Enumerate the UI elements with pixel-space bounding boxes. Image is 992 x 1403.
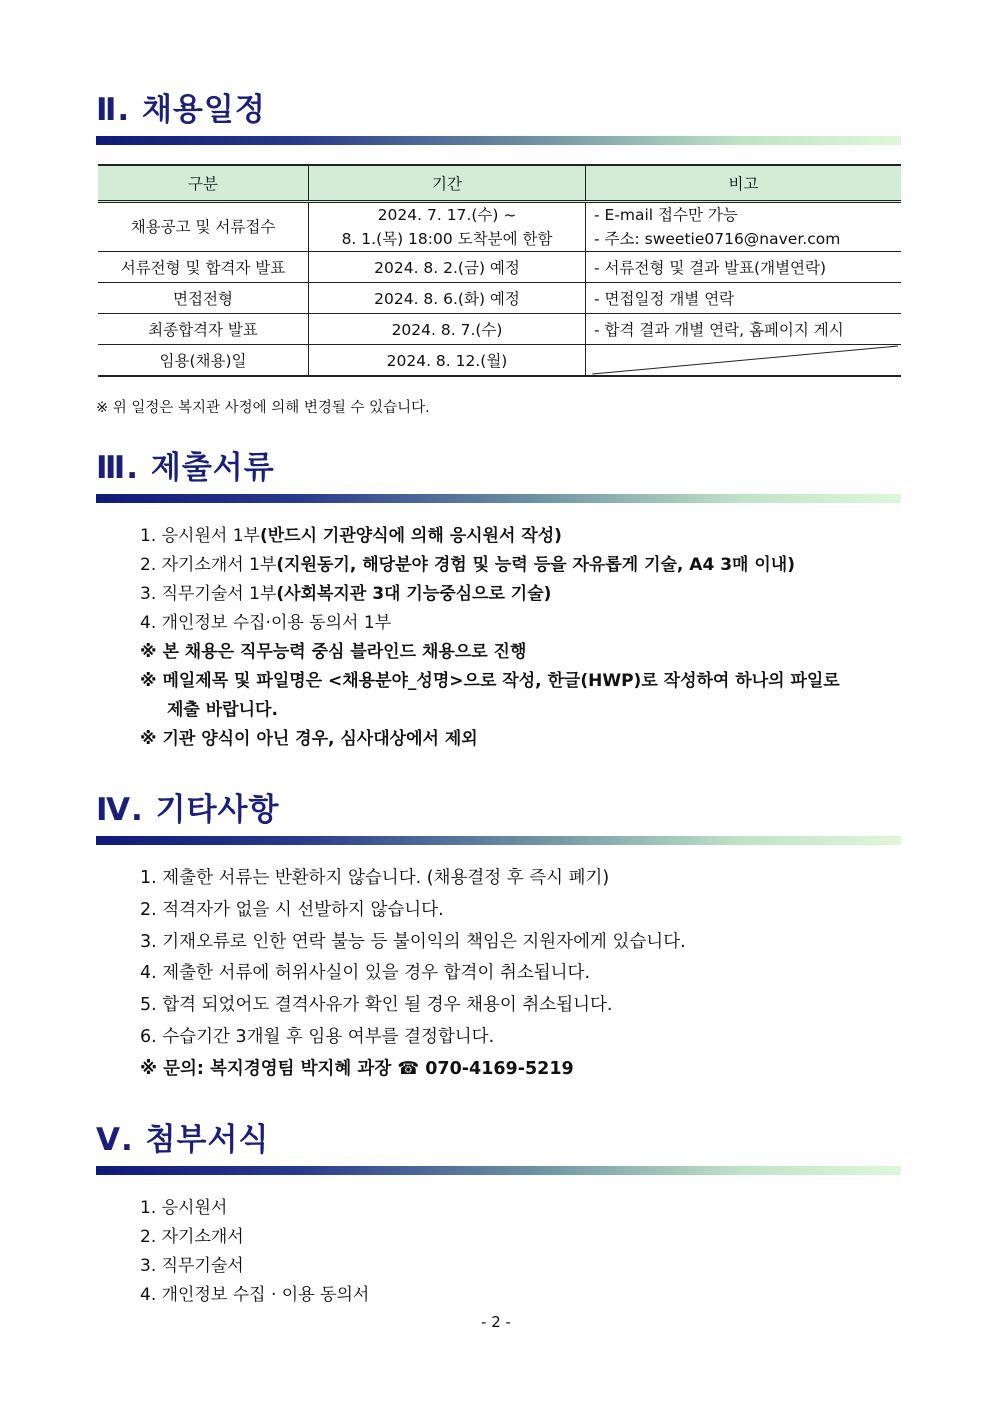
- empty-diagonal-cell: [586, 345, 902, 377]
- list-item: 4. 제출한 서류에 허위사실이 있을 경우 합격이 취소됩니다.: [140, 963, 591, 984]
- section-attachments: [96, 1120, 901, 1175]
- table-row: [98, 202, 901, 252]
- table-header-row: [98, 165, 901, 202]
- table-cell-note: - 면접일정 개별 연락: [586, 283, 902, 314]
- note-line: - 주소: sweetie0716@naver.com: [594, 230, 841, 248]
- section-title-other: Ⅳ. 기타사항: [96, 792, 280, 828]
- section-divider-bar: [96, 494, 901, 503]
- list-item: [140, 580, 900, 609]
- table-cell-note: - 서류전형 및 결과 발표(개별연락): [586, 252, 902, 283]
- section-title-attachments: Ⅴ. 첨부서식: [96, 1122, 270, 1158]
- other-list: [140, 863, 900, 1086]
- list-item: 3. 직무기술서: [140, 1256, 244, 1276]
- notice-item-continuation: 제출 바랍니다.: [167, 700, 278, 720]
- table-row: [98, 345, 901, 377]
- table-cell-period: 2024. 8. 6.(화) 예정: [309, 283, 586, 314]
- attachments-list: [140, 1194, 900, 1310]
- table-cell-category: 서류전형 및 합격자 발표: [98, 252, 309, 283]
- list-item: 3. 기재오류로 인한 연락 불능 등 불이익의 책임은 지원자에게 있습니다.: [140, 931, 686, 952]
- table-header: 기간: [309, 165, 586, 202]
- table-cell-period: 2024. 8. 12.(월): [309, 345, 586, 377]
- table-header: 구분: [98, 165, 309, 202]
- documents-list: [140, 522, 900, 754]
- item-bold-text: (사회복지관 3대 기능중심으로 기술): [276, 584, 552, 604]
- list-item: [140, 551, 900, 580]
- table-cell-note: - 합격 결과 개별 연락, 홈페이지 게시: [586, 314, 902, 345]
- item-bold-text: (지원동기, 해당분야 경험 및 능력 등을 자유롭게 기술, A4 3매 이내): [276, 555, 795, 575]
- section-schedule: [96, 90, 901, 145]
- list-item: 6. 수습기간 3개월 후 임용 여부를 결정합니다.: [140, 1026, 495, 1047]
- table-cell-category: 최종합격자 발표: [98, 314, 309, 345]
- period-line: 8. 1.(목) 18:00 도착분에 한함: [341, 230, 553, 248]
- section-title-documents: Ⅲ. 제출서류: [96, 450, 275, 486]
- item-bold-text: (반드시 기관양식에 의해 응시원서 작성): [259, 526, 562, 546]
- schedule-table: [98, 164, 901, 377]
- section-divider-bar: [96, 136, 901, 145]
- item-text: 1. 응시원서 1부: [140, 526, 260, 546]
- section-title-schedule: Ⅱ. 채용일정: [96, 92, 266, 128]
- list-item: 5. 합격 되었어도 결격사유가 확인 될 경우 채용이 취소됩니다.: [140, 995, 613, 1016]
- list-item: 2. 자기소개서: [140, 1227, 244, 1247]
- item-text: 4. 개인정보 수집·이용 동의서 1부: [140, 613, 392, 633]
- table-cell-category: 채용공고 및 서류접수: [98, 202, 309, 252]
- table-row: [98, 283, 901, 314]
- page-number: - 2 -: [481, 1313, 511, 1331]
- item-text: 2. 자기소개서 1부: [140, 555, 277, 575]
- table-cell-category: 임용(채용)일: [98, 345, 309, 377]
- period-line: 2024. 7. 17.(수) ~: [377, 206, 517, 224]
- table-cell-period: 2024. 8. 2.(금) 예정: [309, 252, 586, 283]
- section-documents: [96, 448, 901, 503]
- list-item: [140, 609, 900, 638]
- list-item: 4. 개인정보 수집 · 이용 동의서: [140, 1285, 370, 1305]
- diagonal-line: [586, 345, 901, 375]
- table-row: [98, 252, 901, 283]
- notice-item: ※ 메일제목 및 파일명은 <채용분야_성명>으로 작성, 한글(HWP)로 작성하여 하나의 파일로: [140, 671, 840, 691]
- notice-item: ※ 기관 양식이 아닌 경우, 심사대상에서 제외: [140, 729, 478, 749]
- list-item: [140, 522, 900, 551]
- list-item: 1. 응시원서: [140, 1198, 228, 1218]
- schedule-footnote: ※ 위 일정은 복지관 사정에 의해 변경될 수 있습니다.: [96, 400, 430, 416]
- section-divider-bar: [96, 836, 901, 845]
- note-line: - E-mail 접수만 가능: [594, 206, 738, 224]
- section-other: [96, 790, 901, 845]
- section-divider-bar: [96, 1166, 901, 1175]
- list-item: 1. 제출한 서류는 반환하지 않습니다. (채용결정 후 즉시 폐기): [140, 868, 610, 888]
- notice-item: ※ 본 채용은 직무능력 중심 블라인드 채용으로 진행: [140, 642, 527, 662]
- table-header: 비고: [586, 165, 902, 202]
- table-cell-period: 2024. 8. 7.(수): [309, 314, 586, 345]
- contact-info: ※ 문의: 복지경영팀 박지혜 과장 ☎ 070-4169-5219: [140, 1058, 574, 1079]
- item-text: 3. 직무기술서 1부: [140, 584, 277, 604]
- table-cell-period: [309, 202, 586, 252]
- table-row: [98, 314, 901, 345]
- table-cell-category: 면접전형: [98, 283, 309, 314]
- table-cell-note: [586, 202, 902, 252]
- list-item: 2. 적격자가 없을 시 선발하지 않습니다.: [140, 899, 444, 920]
